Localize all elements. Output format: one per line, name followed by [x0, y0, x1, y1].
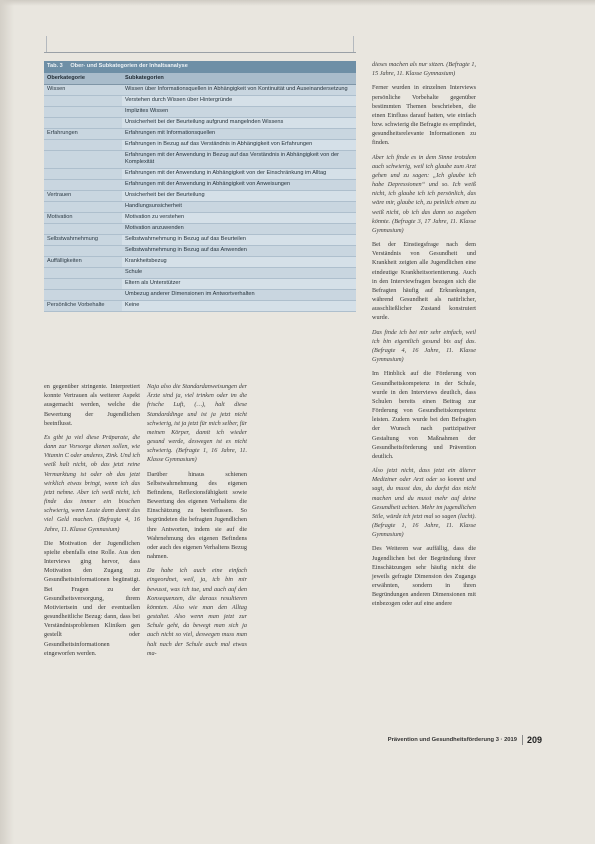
body-paragraph: Des Weiteren war auffällig, dass die Jugendlichen bei der Begründung ihrer Einschätzungen sehr häufig nicht die jeweils gefragte Dimension des Zugangs erwähnten, sondern in ihren Begründungen anderen Dimensionen mit einbezogen oder auf eine andere — [372, 545, 476, 608]
table-row — [44, 107, 356, 118]
table-cell-sub: Erfahrungen mit der Anwendung in Bezug auf das Verständnis in Abhängigkeit von der Komplexität — [125, 152, 339, 166]
table-body — [44, 85, 356, 312]
table-cell-sub: Wissen über Informationsquellen in Abhängigkeit von Kontinuität und Auseinandersetzung — [125, 86, 348, 93]
table-row — [44, 290, 356, 301]
table-row — [44, 279, 356, 290]
body-paragraph: Ferner wurden in einzelnen Interviews persönliche Vorbehalte gegenüber bestimmten Themen beschrieben, die einen Einfluss darauf hatten, wie einfach bzw. schwierig die Befragte es empfindet, gesundheitsrelevante Informationen zu finden. — [372, 84, 476, 147]
table-cell-main — [44, 169, 122, 179]
table-cell-main — [44, 268, 122, 278]
table-cell-main — [44, 180, 122, 190]
table-cell-main — [44, 202, 122, 212]
table-cell-sub: Unsicherheit bei der Beurteilung aufgrund mangelnden Wissens — [122, 118, 356, 128]
table-cell-main: Selbstwahrnehmung — [47, 236, 98, 243]
table-cell-main: Motivation — [47, 214, 73, 221]
table-row — [44, 224, 356, 235]
interview-quote: Da habe ich auch eine einfach eingeordnet, weil, ja, ich bin mir bewusst, was ich tue, und auch auf den Konsequenzen, die daraus resultieren könnten. Also wie man den Alltag gestaltet. Also wenn man jetzt zur Schule geht, da bewegt man sich ja auch nicht so viel, deswegen muss man halt nach der Schule auch mal etwas ma- — [147, 567, 247, 657]
table-cell-main: Erfahrungen — [47, 130, 78, 137]
text-column-1 — [44, 382, 140, 663]
body-paragraph: Die Motivation der Jugendlichen spielte ebenfalls eine Rolle. Aus den Interviews ging hervor, dass Motivation den Zugang zu Gesundheitsinformationen begünstigt. Bei Fragen zu der Gesundheitsversorgung, ihrem Motiviertsein und der eventuellen gesundheitliche Bezug: dann, dass bei Verständnisproblemen Kliniken gen gestellt oder Gesundheitsinformationen eingeworfen werden. — [44, 539, 140, 657]
category-table — [44, 61, 356, 312]
text-column-4 — [372, 60, 476, 614]
table-cell-main — [44, 279, 122, 289]
interview-quote: Also jetzt nicht, dass jetzt ein älterer Mediziner oder Arzt oder so kommt und sagt, du musst das, du darfst das nicht machen und du musst mehr auf deine Gesundheit achten. Mehr im jugendlichen Stile, würde ich jetzt mal so sagen (lacht). (Befragte 1, 16 Jahre, 11. Klasse Gymnasium) — [372, 467, 476, 539]
interview-quote: Aber ich finde es in dem Sinne trotzdem auch schwierig, weil ich glaube zum Arzt gehen und zu sagen: „Ich glaube ich habe Depressionen“ und so. Ich weiß nicht, ich glaube ich ich persönlich, das wäre mir, glaube ich, zu peinlich einen zu weiß nicht, ob ich das dann so zugeben könnte. (Befragte 3, 17 Jahre, 11. Klasse Gymnasium) — [372, 153, 476, 234]
table-caption — [44, 61, 356, 73]
table-cell-sub: Erfahrungen in Bezug auf das Verständnis in Abhängigkeit von Erfahrungen — [122, 140, 356, 150]
table-row — [44, 151, 356, 169]
interview-quote: dieses machen als nur sitzen. (Befragte 1, 15 Jahre, 11. Klasse Gymnasium) — [372, 61, 476, 78]
table-cell-main: Auffälligkeiten — [47, 258, 82, 265]
gutter-shadow — [0, 0, 14, 844]
table-header — [44, 73, 356, 85]
table-row — [44, 169, 356, 180]
table-cell-sub: Erfahrungen mit der Anwendung in Abhängigkeit von Anweisungen — [125, 181, 291, 188]
interview-quote: Naja also die Standardanweisungen der Ärzte sind ja, viel trinken oder im die frische Luft, (…), halt diese Standarddinge und ist ja jetzt nicht schwierig, ist ja jetzt für mich selber, für meinen Körper, damit ich wieder gesund werde, deswegen ist es nicht schwierig. (Befragte 1, 16 Jahre, 11. Klasse Gymnasium) — [147, 383, 247, 464]
table-row — [44, 213, 356, 224]
table-row — [44, 246, 356, 257]
page-shadow — [0, 0, 595, 6]
table-row — [44, 118, 356, 129]
table-cell-main — [44, 290, 122, 300]
body-paragraph: en gegenüber stringente. Interpretiert konnte Vertrauen als weiterer Aspekt ausgemacht werden, welche die Bewertung der Jugendlichen beeinflusst. — [44, 383, 140, 427]
header-frame — [46, 36, 354, 52]
table-cell-main — [44, 246, 122, 256]
table-cell-sub: Krankheitsbezug — [122, 257, 356, 267]
table-row — [44, 129, 356, 140]
table-row — [44, 257, 356, 268]
table-cell-main — [44, 107, 122, 117]
table-cell-sub: Erfahrungen mit Informationsquellen — [125, 130, 216, 137]
journal-name: Prävention und Gesundheitsförderung 3 · 2019 — [387, 737, 517, 743]
table-cell-sub: Verstehen durch Wissen über Hintergründe — [122, 96, 356, 106]
table-cell-sub: Schule — [125, 269, 143, 276]
table-header-main: Oberkategorie — [47, 75, 85, 81]
table-cell-main: Vertrauen — [47, 192, 72, 199]
table-row — [44, 191, 356, 202]
table-cell-main — [44, 118, 122, 128]
footer-separator — [522, 735, 523, 745]
table-cell-sub: Selbstwahrnehmung in Bezug auf das Beurteilen — [122, 235, 356, 245]
table-row — [44, 96, 356, 107]
page-number: 209 — [526, 735, 542, 745]
table-caption-text: Ober- und Subkategorien der Inhaltsanalyse — [70, 63, 188, 69]
table-row — [44, 235, 356, 246]
body-paragraph: Im Hinblick auf die Förderung von Gesundheitskompetenz in der Schule, wurde in den Interviews deutlich, dass Schulen bereits einen Beitrag zur Förderung von Gesundheitskompetenz leisten. Zudem wurde bei den Befragten der Wunsch nach partizipativer Gestaltung von Maßnahmen der Gesundheitsförderung und Prävention deutlich. — [372, 370, 476, 460]
table-cell-sub: Motivation anzuwenden — [125, 225, 184, 232]
table-cell-main: Wissen — [47, 86, 66, 93]
table-cell-sub: Umbezug anderer Dimensionen im Antwortverhalten — [125, 291, 255, 298]
table-cell-main — [44, 140, 122, 150]
table-row — [44, 85, 356, 96]
table-cell-main — [44, 224, 122, 234]
table-cell-sub: Erfahrungen mit der Anwendung in Abhängigkeit von der Einschränkung im Alltag — [122, 169, 356, 179]
interview-quote: Es gibt ja viel diese Präparate, die dann zur Vorsorge dienen sollen, wie Vitamin C oder anderes, Zink. Und ich weiß halt nicht, ob das jetzt reine Vermarktung ist oder ob das jetzt wirklich etwas bringt, wenn ich das jetzt nehme. Aber ich weiß nicht, ich finde das immer ein bisschen schwierig, wenn Leute dann damit das viel Geld machen. (Befragte 4, 16 Jahre, 11. Klasse Gymnasium) — [44, 433, 140, 533]
table-caption-label: Tab. 3 — [47, 63, 63, 69]
body-paragraph: Darüber hinaus schienen Selbstwahrnehmung des eigenen Befindens, Reflexionsfähigkeit sowie Bewertung des eigenen Verhaltens die Einschätzung zu beeinflussen. So begründeten die befragten Jugendlichen ihre Antworten, indem sie auf die Wahrnehmung des eigenen Befindens oder auch des eigenen Verhaltens Bezug nahmen. — [147, 470, 247, 561]
table-cell-sub: Eltern als Unterstützer — [122, 279, 356, 289]
table-row — [44, 140, 356, 151]
table-cell-sub: Implizites Wissen — [125, 108, 169, 115]
table-cell-sub: Unsicherheit bei der Beurteilung — [122, 191, 356, 201]
table-cell-main — [44, 96, 122, 106]
table-cell-sub: Motivation zu verstehen — [122, 213, 356, 223]
table-row — [44, 180, 356, 191]
table-row — [44, 301, 356, 312]
body-paragraph: Bei der Einstiegsfrage nach dem Verständnis von Gesundheit und Krankheit zeigten alle Jugendlichen eine eindeutige Krankheitsorientierung. Auch in den Interviewfragen bezogen sich die Befragten häufig auf Erkrankungen, während Gesundheit als natürlicher, ausschließlicher Zustand konstruiert wurde. — [372, 241, 476, 322]
text-column-2 — [147, 382, 247, 663]
table-header-sub: Subkategorien — [125, 75, 164, 81]
table-row — [44, 268, 356, 279]
interview-quote: Das finde ich bei mir sehr einfach, weil ich bin eigentlich gesund bis auf das. (Befragte 4, 16 Jahre, 11. Klasse Gymnasium) — [372, 328, 476, 364]
header-rule — [44, 52, 356, 53]
table-row — [44, 202, 356, 213]
table-cell-sub: Selbstwahrnehmung in Bezug auf das Anwenden — [125, 247, 247, 254]
table-cell-main — [44, 151, 122, 168]
table-cell-sub: Handlungsunsicherheit — [125, 203, 182, 210]
table-cell-sub: Keine — [122, 301, 356, 311]
table-cell-main: Persönliche Vorbehalte — [47, 302, 105, 309]
page-footer — [372, 733, 542, 747]
